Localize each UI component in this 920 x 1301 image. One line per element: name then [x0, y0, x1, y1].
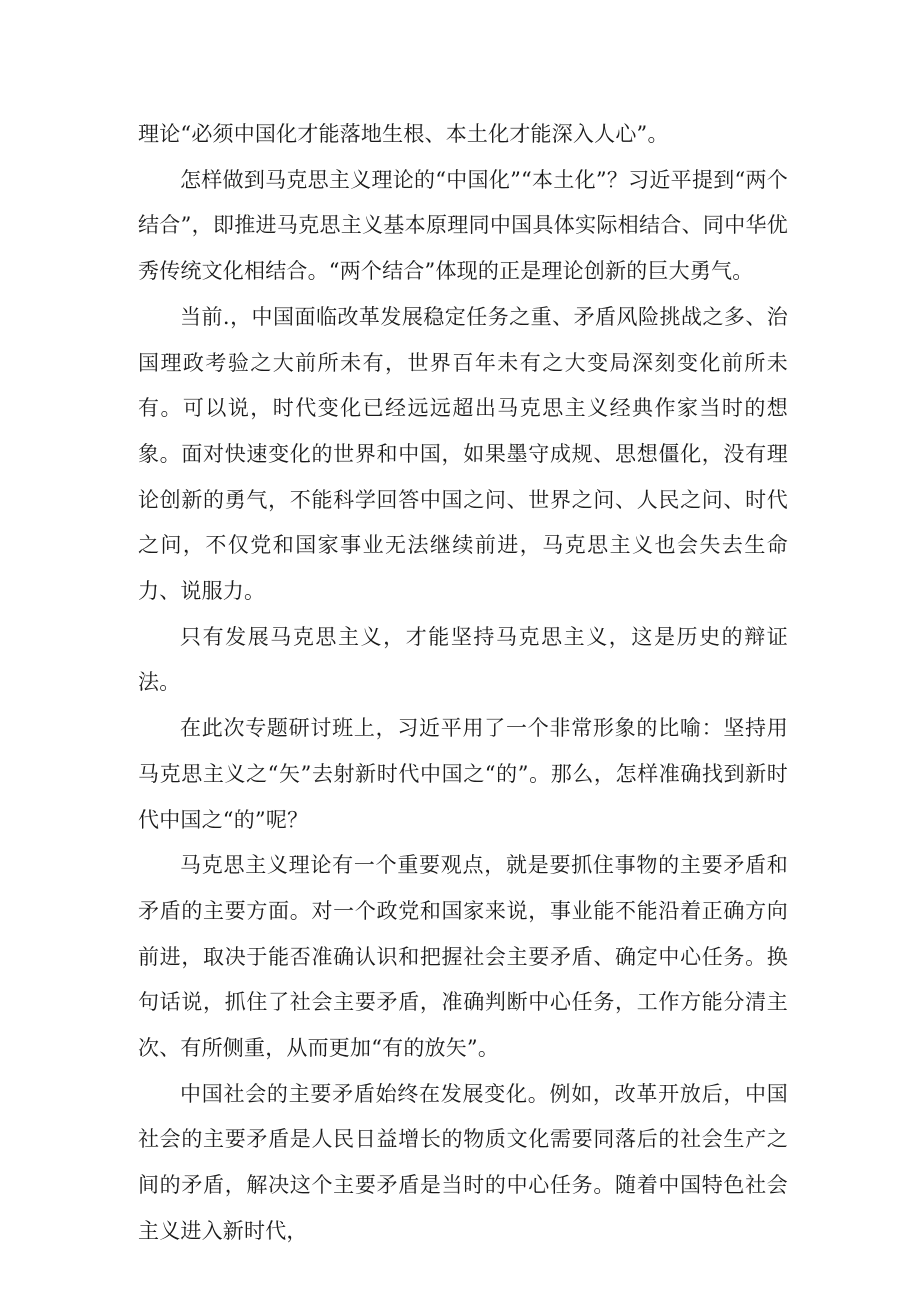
document-body [138, 112, 788, 1255]
paragraph-arrow-target-metaphor: 在此次专题研讨班上，习近平用了一个非常形象的比喻：坚持用马克思主义之“矢”去射新时代中国之“的”。那么，怎样准确找到新时代中国之“的”呢？ [138, 716, 788, 832]
paragraph-historical-dialectics: 只有发展马克思主义，才能坚持马克思主义，这是历史的辩证法。 [138, 624, 788, 695]
paragraph-principal-contradiction: 马克思主义理论有一个重要观点，就是要抓住事物的主要矛盾和矛盾的主要方面。对一个政党和国家来说，事业能不能沿着正确方向前进，取决于能否准确认识和把握社会主要矛盾、确定中心任务。换句话说，抓住了社会主要矛盾，准确判断中心任务，工作方能分清主次、有所侧重，从而更加“有的放矢”。 [138, 853, 788, 1061]
paragraph-contradiction-changes: 中国社会的主要矛盾始终在发展变化。例如，改革开放后，中国社会的主要矛盾是人民日益增长的物质文化需要同落后的社会生产之间的矛盾，解决这个主要矛盾是当时的中心任务。随着中国特色社会主义进入新时代， [138, 1081, 788, 1243]
paragraph-continuation: 理论“必须中国化才能落地生根、本土化才能深入人心”。 [138, 122, 669, 146]
paragraph-current-situation: 当前.，中国面临改革发展稳定任务之重、矛盾风险挑战之多、治国理政考验之大前所未有，世界百年未有之大变局深刻变化前所未有。可以说，时代变化已经远远超出马克思主义经典作家当时的想象。面对快速变化的世界和中国，如果墨守成规、思想僵化，没有理论创新的勇气，不能科学回答中国之问、世界之问、人民之问、时代之问，不仅党和国家事业无法继续前进，马克思主义也会失去生命力、说服力。 [138, 304, 788, 604]
paragraph-two-combinations: 怎样做到马克思主义理论的“中国化”“本土化”？习近平提到“两个结合”，即推进马克思主义基本原理同中国具体实际相结合、同中华优秀传统文化相结合。“两个结合”体现的正是理论创新的巨大勇气。 [138, 167, 788, 284]
